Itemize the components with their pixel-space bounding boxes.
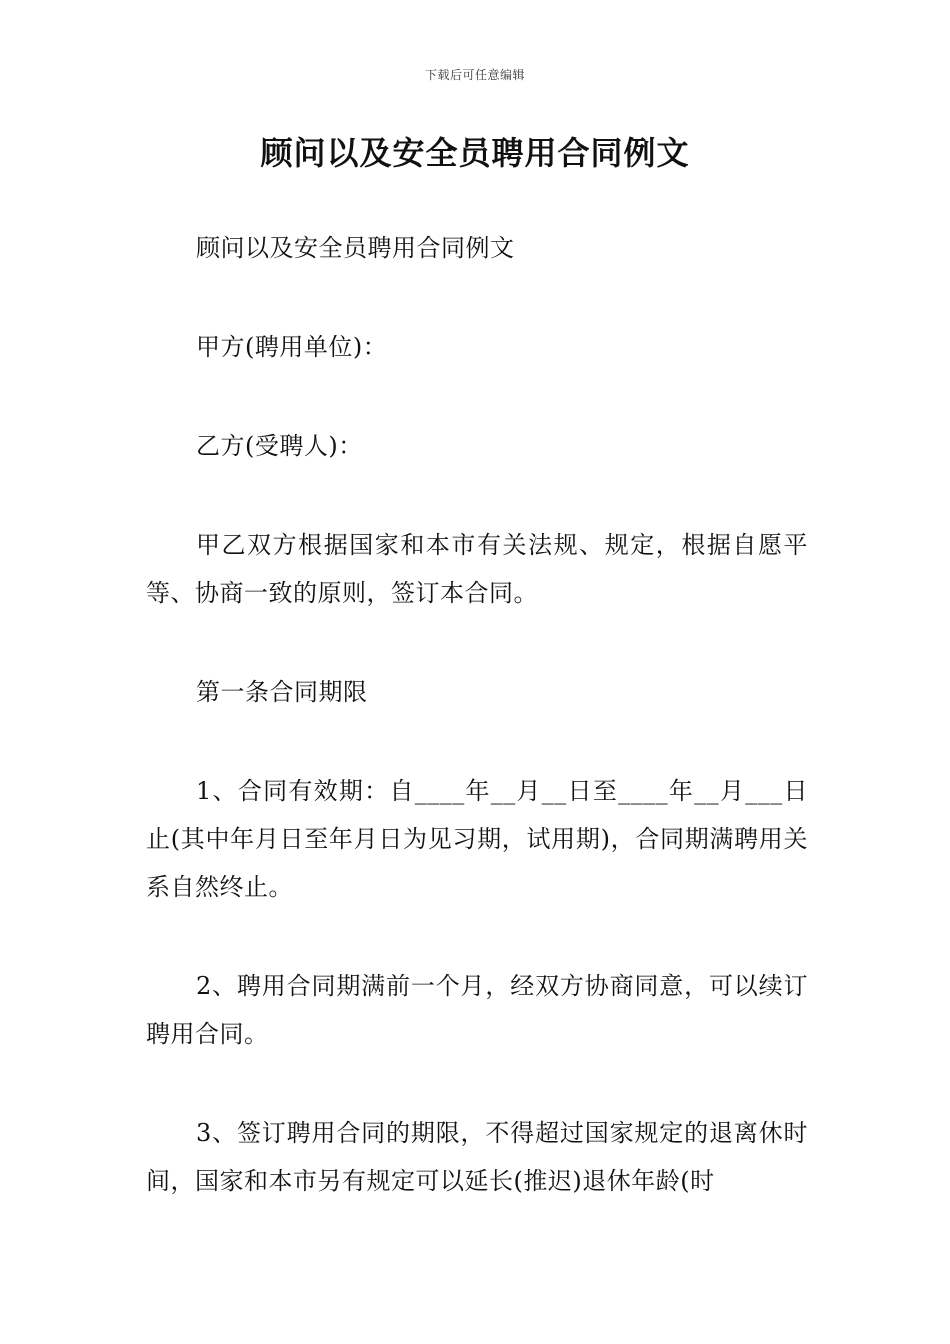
- paragraph-clause-3: 3、签订聘用合同的期限，不得超过国家规定的退离休时间，国家和本市另有规定可以延长(推迟)退休年龄(时: [146, 1119, 808, 1195]
- paragraph-article-1-heading: 第一条合同期限: [196, 678, 368, 706]
- paragraph-clause-2: 2、聘用合同期满前一个月，经双方协商同意，可以续订聘用合同。: [146, 972, 808, 1048]
- header-note: 下载后可任意编辑: [424, 68, 525, 82]
- paragraph-party-a: 甲方(聘用单位)：: [196, 333, 388, 361]
- document-body: [146, 224, 808, 1205]
- paragraph-subtitle: 顾问以及安全员聘用合同例文: [196, 234, 515, 262]
- paragraph-party-b: 乙方(受聘人)：: [196, 432, 363, 460]
- paragraph-clause-1: 1、合同有效期：自____年__月__日至____年__月___日止(其中年月日至年月日为见习期，试用期)，合同期满聘用关系自然终止。: [146, 777, 808, 901]
- document-title: 顾问以及安全员聘用合同例文: [260, 134, 690, 172]
- paragraph-preamble: 甲乙双方根据国家和本市有关法规、规定，根据自愿平等、协商一致的原则，签订本合同。: [146, 531, 808, 607]
